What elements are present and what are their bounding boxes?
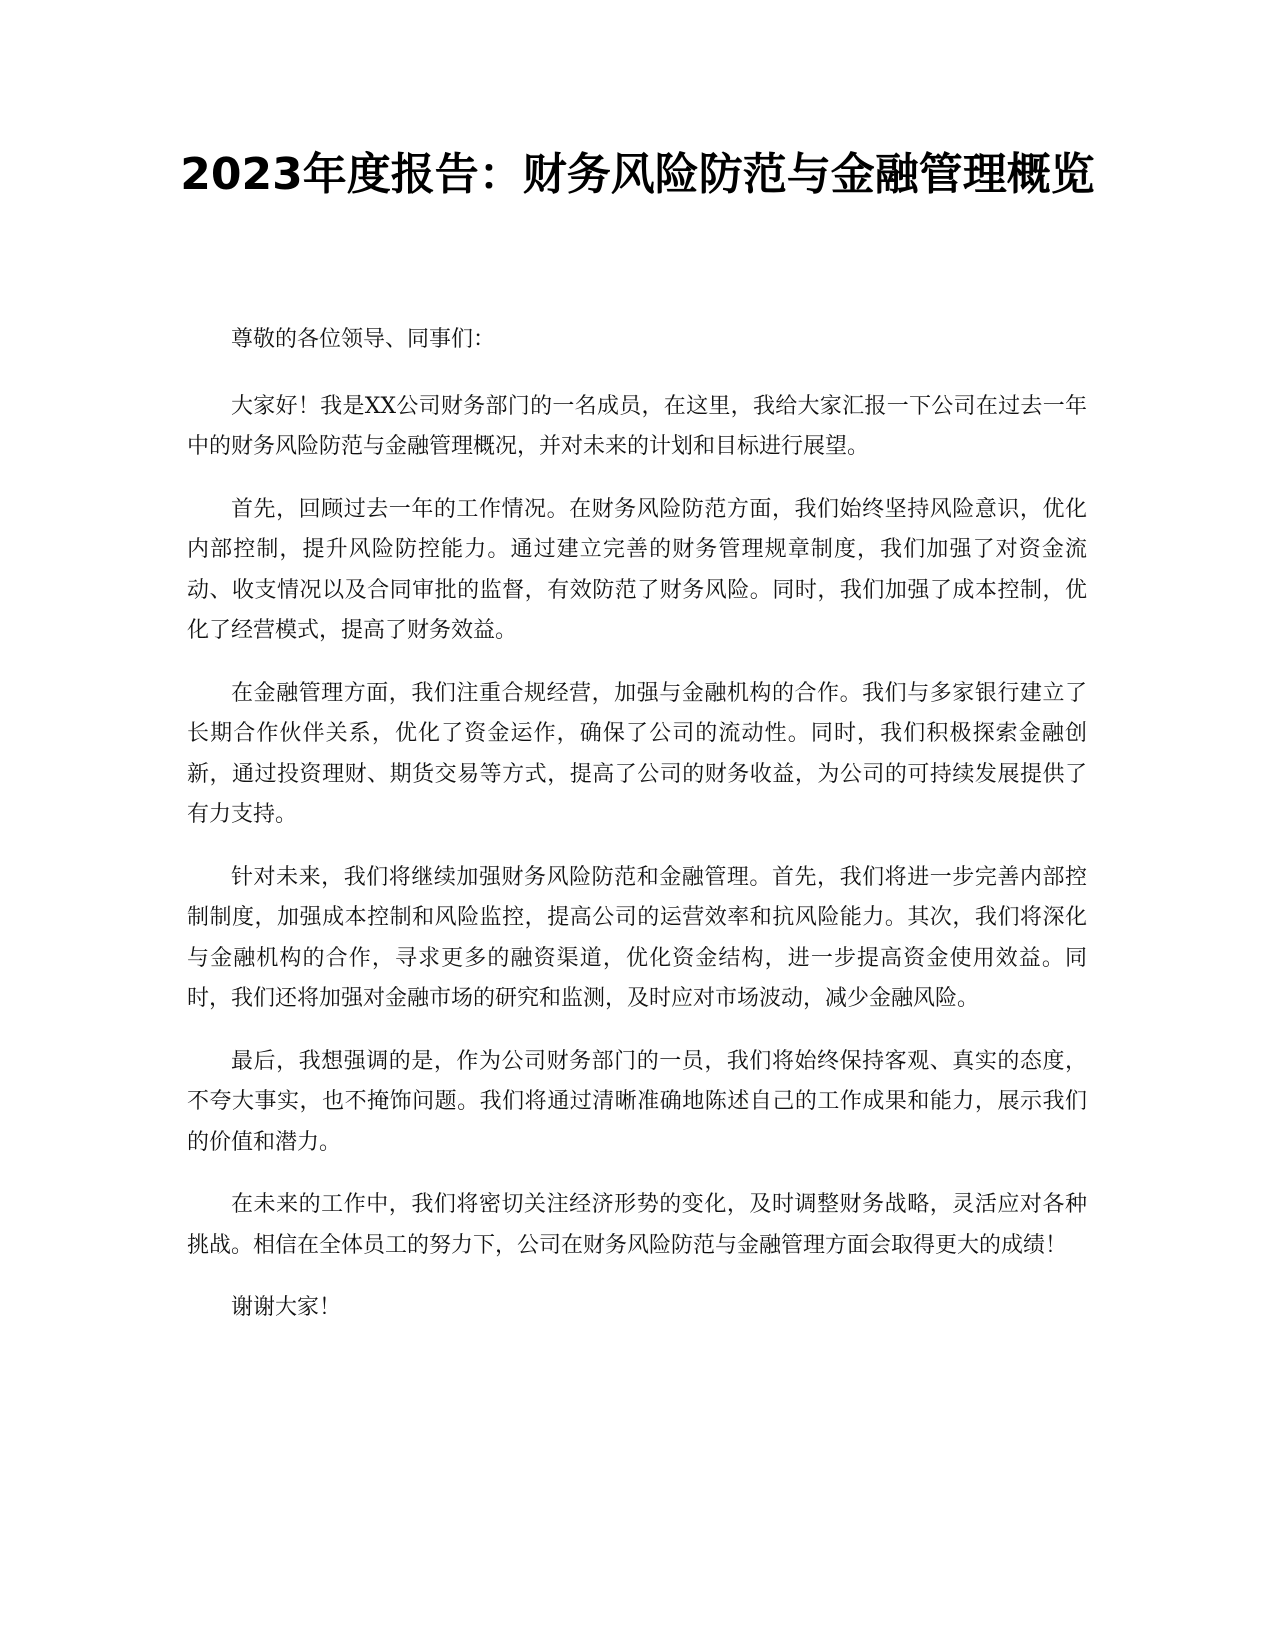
- paragraph-financial-management: 在金融管理方面，我们注重合规经营，加强与金融机构的合作。我们与多家银行建立了长期合作伙伴关系，优化了资金运作，确保了公司的流动性。同时，我们积极探索金融创新，通过投资理财、期货交易等方式，提高了公司的财务收益，为公司的可持续发展提供了有力支持。: [187, 680, 1087, 827]
- paragraph-outlook: 在未来的工作中，我们将密切关注经济形势的变化，及时调整财务战略，灵活应对各种挑战。相信在全体员工的努力下，公司在财务风险防范与金融管理方面会取得更大的成绩！: [187, 1192, 1087, 1258]
- closing-line: 谢谢大家！: [231, 1295, 342, 1320]
- document-title: 2023年度报告：财务风险防范与金融管理概览: [180, 149, 1095, 200]
- paragraph-greeting: 大家好！我是XX公司财务部门的一名成员，在这里，我给大家汇报一下公司在过去一年中的财务风险防范与金融管理概况，并对未来的计划和目标进行展望。: [187, 393, 1087, 459]
- salutation: 尊敬的各位领导、同事们：: [231, 327, 496, 352]
- paragraph-future-plans: 针对未来，我们将继续加强财务风险防范和金融管理。首先，我们将进一步完善内部控制制度，加强成本控制和风险监控，提高公司的运营效率和抗风险能力。其次，我们将深化与金融机构的合作，寻求更多的融资渠道，优化资金结构，进一步提高资金使用效益。同时，我们还将加强对金融市场的研究和监测，及时应对市场波动，减少金融风险。: [187, 864, 1087, 1011]
- paragraph-emphasis: 最后，我想强调的是，作为公司财务部门的一员，我们将始终保持客观、真实的态度，不夸大事实，也不掩饰问题。我们将通过清晰准确地陈述自己的工作成果和能力，展示我们的价值和潜力。: [187, 1048, 1087, 1155]
- paragraph-review-risk: 首先，回顾过去一年的工作情况。在财务风险防范方面，我们始终坚持风险意识，优化内部控制，提升风险防控能力。通过建立完善的财务管理规章制度，我们加强了对资金流动、收支情况以及合同审批的监督，有效防范了财务风险。同时，我们加强了成本控制，优化了经营模式，提高了财务效益。: [187, 496, 1087, 643]
- document-body: [187, 320, 1087, 1351]
